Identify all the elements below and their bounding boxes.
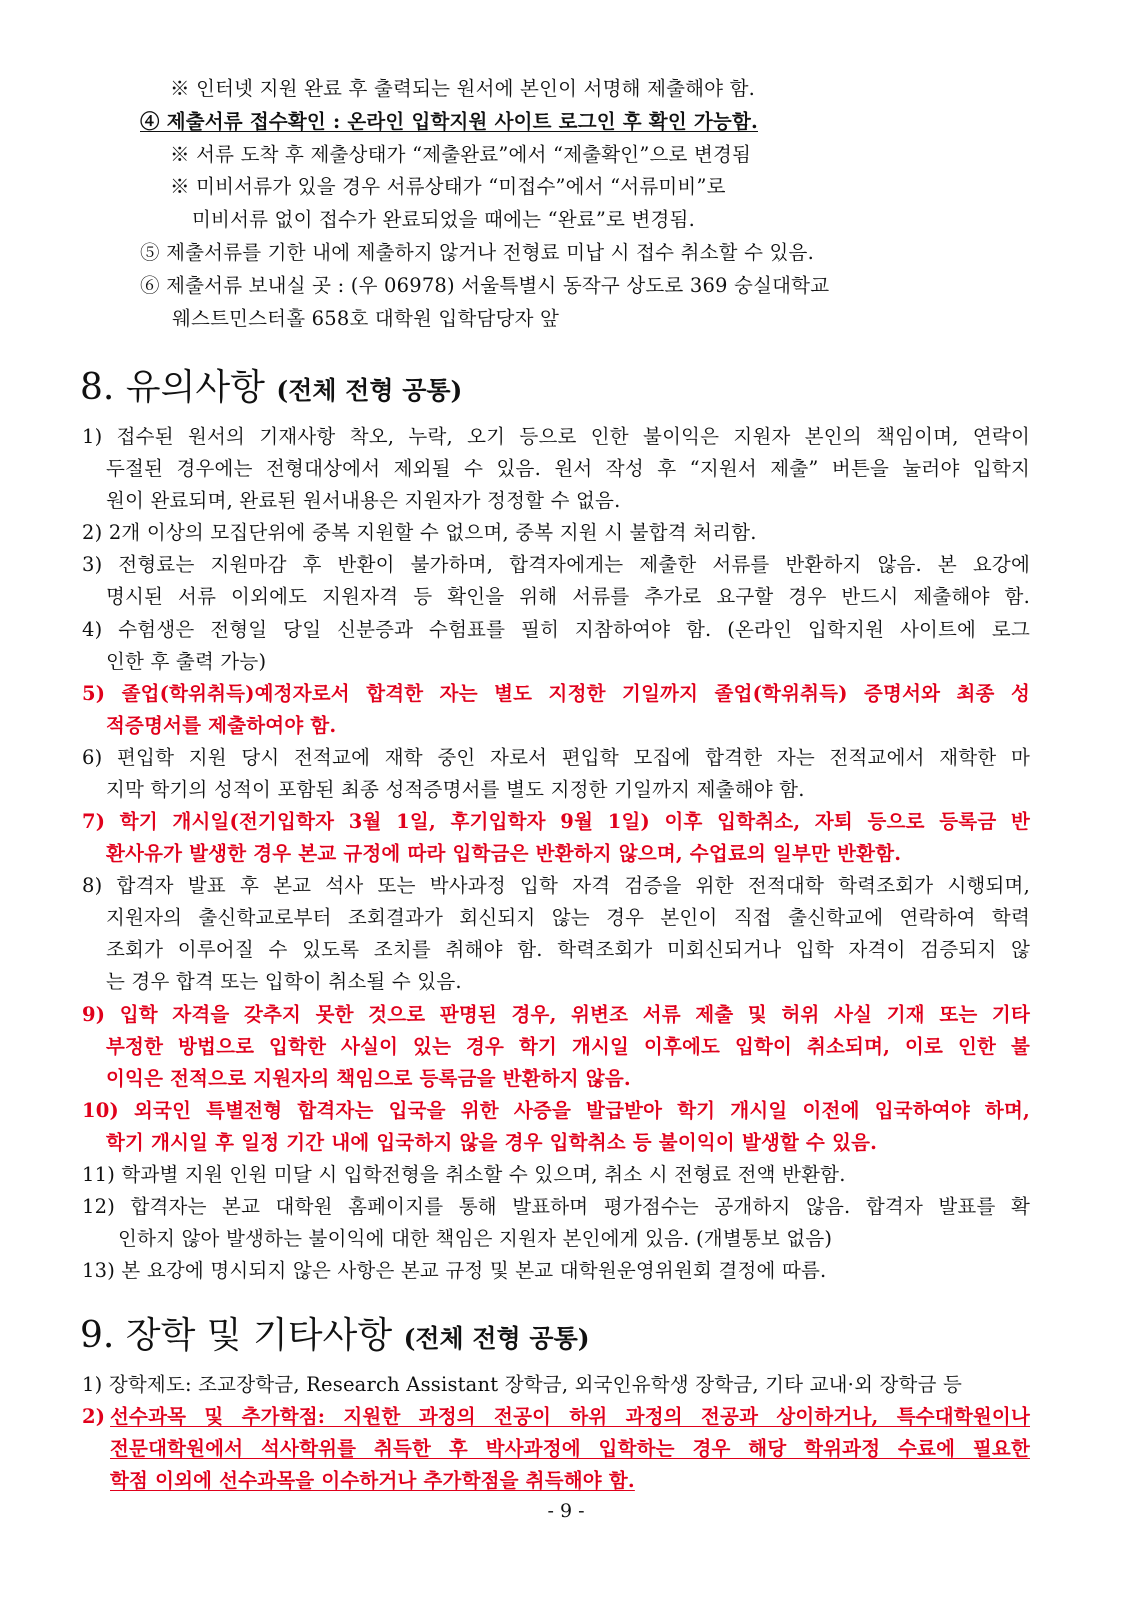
list-item-line: 7) 학기 개시일(전기입학자 3월 1일, 후기입학자 9월 1일) 이후 입학취소, 자퇴 등으로 등록금 반 xyxy=(82,810,1030,833)
list-item-line: 12) 합격자는 본교 대학원 홈페이지를 통해 발표하며 평가점수는 공개하지 않음. 합격자 발표를 확 xyxy=(82,1195,1030,1218)
list-item-line: 인하지 않아 발생하는 불이익에 대한 책임은 지원자 본인에게 있음. (개별통보 없음) xyxy=(118,1227,833,1250)
list-item-line: 10) 외국인 특별전형 합격자는 입국을 위한 사증을 발급받아 학기 개시일 이전에 입국하여야 하며, xyxy=(82,1099,1030,1122)
list-item-line: 9) 입학 자격을 갖추지 못한 것으로 판명된 경우, 위변조 서류 제출 및 허위 사실 기재 또는 기타 xyxy=(82,1003,1030,1026)
note-arrival-status: ※ 서류 도착 후 제출상태가 “제출완료”에서 “제출확인”으로 변경됨 xyxy=(170,143,752,166)
item-6-address-1: ⑥ 제출서류 보내실 곳 : (우 06978) 서울특별시 동작구 상도로 369 숭실대학교 xyxy=(140,274,830,297)
list-item-line: 부정한 방법으로 입학한 사실이 있는 경우 학기 개시일 이후에도 입학이 취소되며, 이로 인한 불 xyxy=(106,1035,1030,1058)
list-item-line: 인한 후 출력 가능) xyxy=(106,650,267,673)
list-item-line: 원이 완료되며, 완료된 원서내용은 지원자가 정정할 수 없음. xyxy=(106,489,621,512)
section-8-heading xyxy=(80,366,462,413)
list-item-line: 1) 접수된 원서의 기재사항 착오, 누락, 오기 등으로 인한 불이익은 지원자 본인의 책임이며, 연락이 xyxy=(82,425,1030,448)
note-missing-docs-1: ※ 미비서류가 있을 경우 서류상태가 “미접수”에서 “서류미비”로 xyxy=(170,175,726,198)
item-6-address-2: 웨스트민스터홀 658호 대학원 입학담당자 앞 xyxy=(172,307,560,330)
list-item-line: 두절된 경우에는 전형대상에서 제외될 수 있음. 원서 작성 후 “지원서 제출” 버튼을 눌러야 입학지 xyxy=(106,457,1030,480)
scholarship-item-2-number: 2) xyxy=(82,1405,106,1428)
list-item-line: 11) 학과별 지원 인원 미달 시 입학전형을 취소할 수 있으며, 취소 시 전형료 전액 반환함. xyxy=(82,1163,846,1186)
scholarship-item-2-line: 전문대학원에서 석사학위를 취득한 후 박사과정에 입학하는 경우 해당 학위과정 수료에 필요한 xyxy=(110,1437,1030,1460)
section-8-subtitle: (전체 전형 공통) xyxy=(276,376,463,405)
list-item-line: 이익은 전적으로 지원자의 책임으로 등록금을 반환하지 않음. xyxy=(106,1067,631,1090)
section-9-title: 9. 장학 및 기타사항 xyxy=(80,1315,393,1356)
list-item-line: 는 경우 합격 또는 입학이 취소될 수 있음. xyxy=(106,970,462,993)
note-signature: ※ 인터넷 지원 완료 후 출력되는 원서에 본인이 서명해 제출해야 함. xyxy=(170,77,756,100)
list-item-line: 학기 개시일 후 일정 기간 내에 입국하지 않을 경우 입학취소 등 불이익이 발생할 수 있음. xyxy=(106,1131,878,1154)
item-5-cancellation: ⑤ 제출서류를 기한 내에 제출하지 않거나 전형료 미납 시 접수 취소할 수 있음. xyxy=(140,241,814,264)
list-item-line: 2) 2개 이상의 모집단위에 중복 지원할 수 없으며, 중복 지원 시 불합격 처리함. xyxy=(82,521,757,544)
list-item-line: 지막 학기의 성적이 포함된 최종 성적증명서를 별도 지정한 기일까지 제출해야 함. xyxy=(106,778,805,801)
scholarship-item-1: 1) 장학제도: 조교장학금, Research Assistant 장학금, 외국인유학생 장학금, 기타 교내·외 장학금 등 xyxy=(82,1373,963,1396)
section-9-subtitle: (전체 전형 공통) xyxy=(403,1324,590,1353)
list-item-line: 13) 본 요강에 명시되지 않은 사항은 본교 규정 및 본교 대학원운영위원회 결정에 따름. xyxy=(82,1259,827,1282)
section-8-title: 8. 유의사항 xyxy=(80,367,265,408)
list-item-line: 환사유가 발생한 경우 본교 규정에 따라 입학금은 반환하지 않으며, 수업료의 일부만 반환함. xyxy=(106,842,902,865)
note-missing-docs-2: 미비서류 없이 접수가 완료되었을 때에는 “완료”로 변경됨. xyxy=(192,208,695,231)
page-number: - 9 - xyxy=(547,1500,585,1522)
list-item-line: 적증명서를 제출하여야 함. xyxy=(106,714,337,737)
list-item-line: 5) 졸업(학위취득)예정자로서 합격한 자는 별도 지정한 기일까지 졸업(학위취득) 증명서와 최종 성 xyxy=(82,682,1030,705)
scholarship-item-2-line: 선수과목 및 추가학점: 지원한 과정의 전공이 하위 과정의 전공과 상이하거나, 특수대학원이나 xyxy=(110,1405,1030,1428)
list-item-line: 명시된 서류 이외에도 지원자격 등 확인을 위해 서류를 추가로 요구할 경우 반드시 제출해야 함. xyxy=(106,585,1030,608)
section-9-heading xyxy=(80,1314,590,1361)
list-item-line: 8) 합격자 발표 후 본교 석사 또는 박사과정 입학 자격 검증을 위한 전적대학 학력조회가 시행되며, xyxy=(82,874,1030,897)
list-item-line: 지원자의 출신학교로부터 조회결과가 회신되지 않는 경우 본인이 직접 출신학교에 연락하여 학력 xyxy=(106,906,1030,929)
list-item-line: 6) 편입학 지원 당시 전적교에 재학 중인 자로서 편입학 모집에 합격한 자는 전적교에서 재학한 마 xyxy=(82,746,1030,769)
item-4-receipt-check: ④ 제출서류 접수확인 : 온라인 입학지원 사이트 로그인 후 확인 가능함. xyxy=(140,110,758,133)
list-item-line: 3) 전형료는 지원마감 후 반환이 불가하며, 합격자에게는 제출한 서류를 반환하지 않음. 본 요강에 xyxy=(82,553,1030,576)
scholarship-item-2-line: 학점 이외에 선수과목을 이수하거나 추가학점을 취득해야 함. xyxy=(110,1469,635,1492)
list-item-line: 4) 수험생은 전형일 당일 신분증과 수험표를 필히 지참하여야 함. (온라인 입학지원 사이트에 로그 xyxy=(82,618,1030,641)
list-item-line: 조회가 이루어질 수 있도록 조치를 취해야 함. 학력조회가 미회신되거나 입학 자격이 검증되지 않 xyxy=(106,938,1030,961)
